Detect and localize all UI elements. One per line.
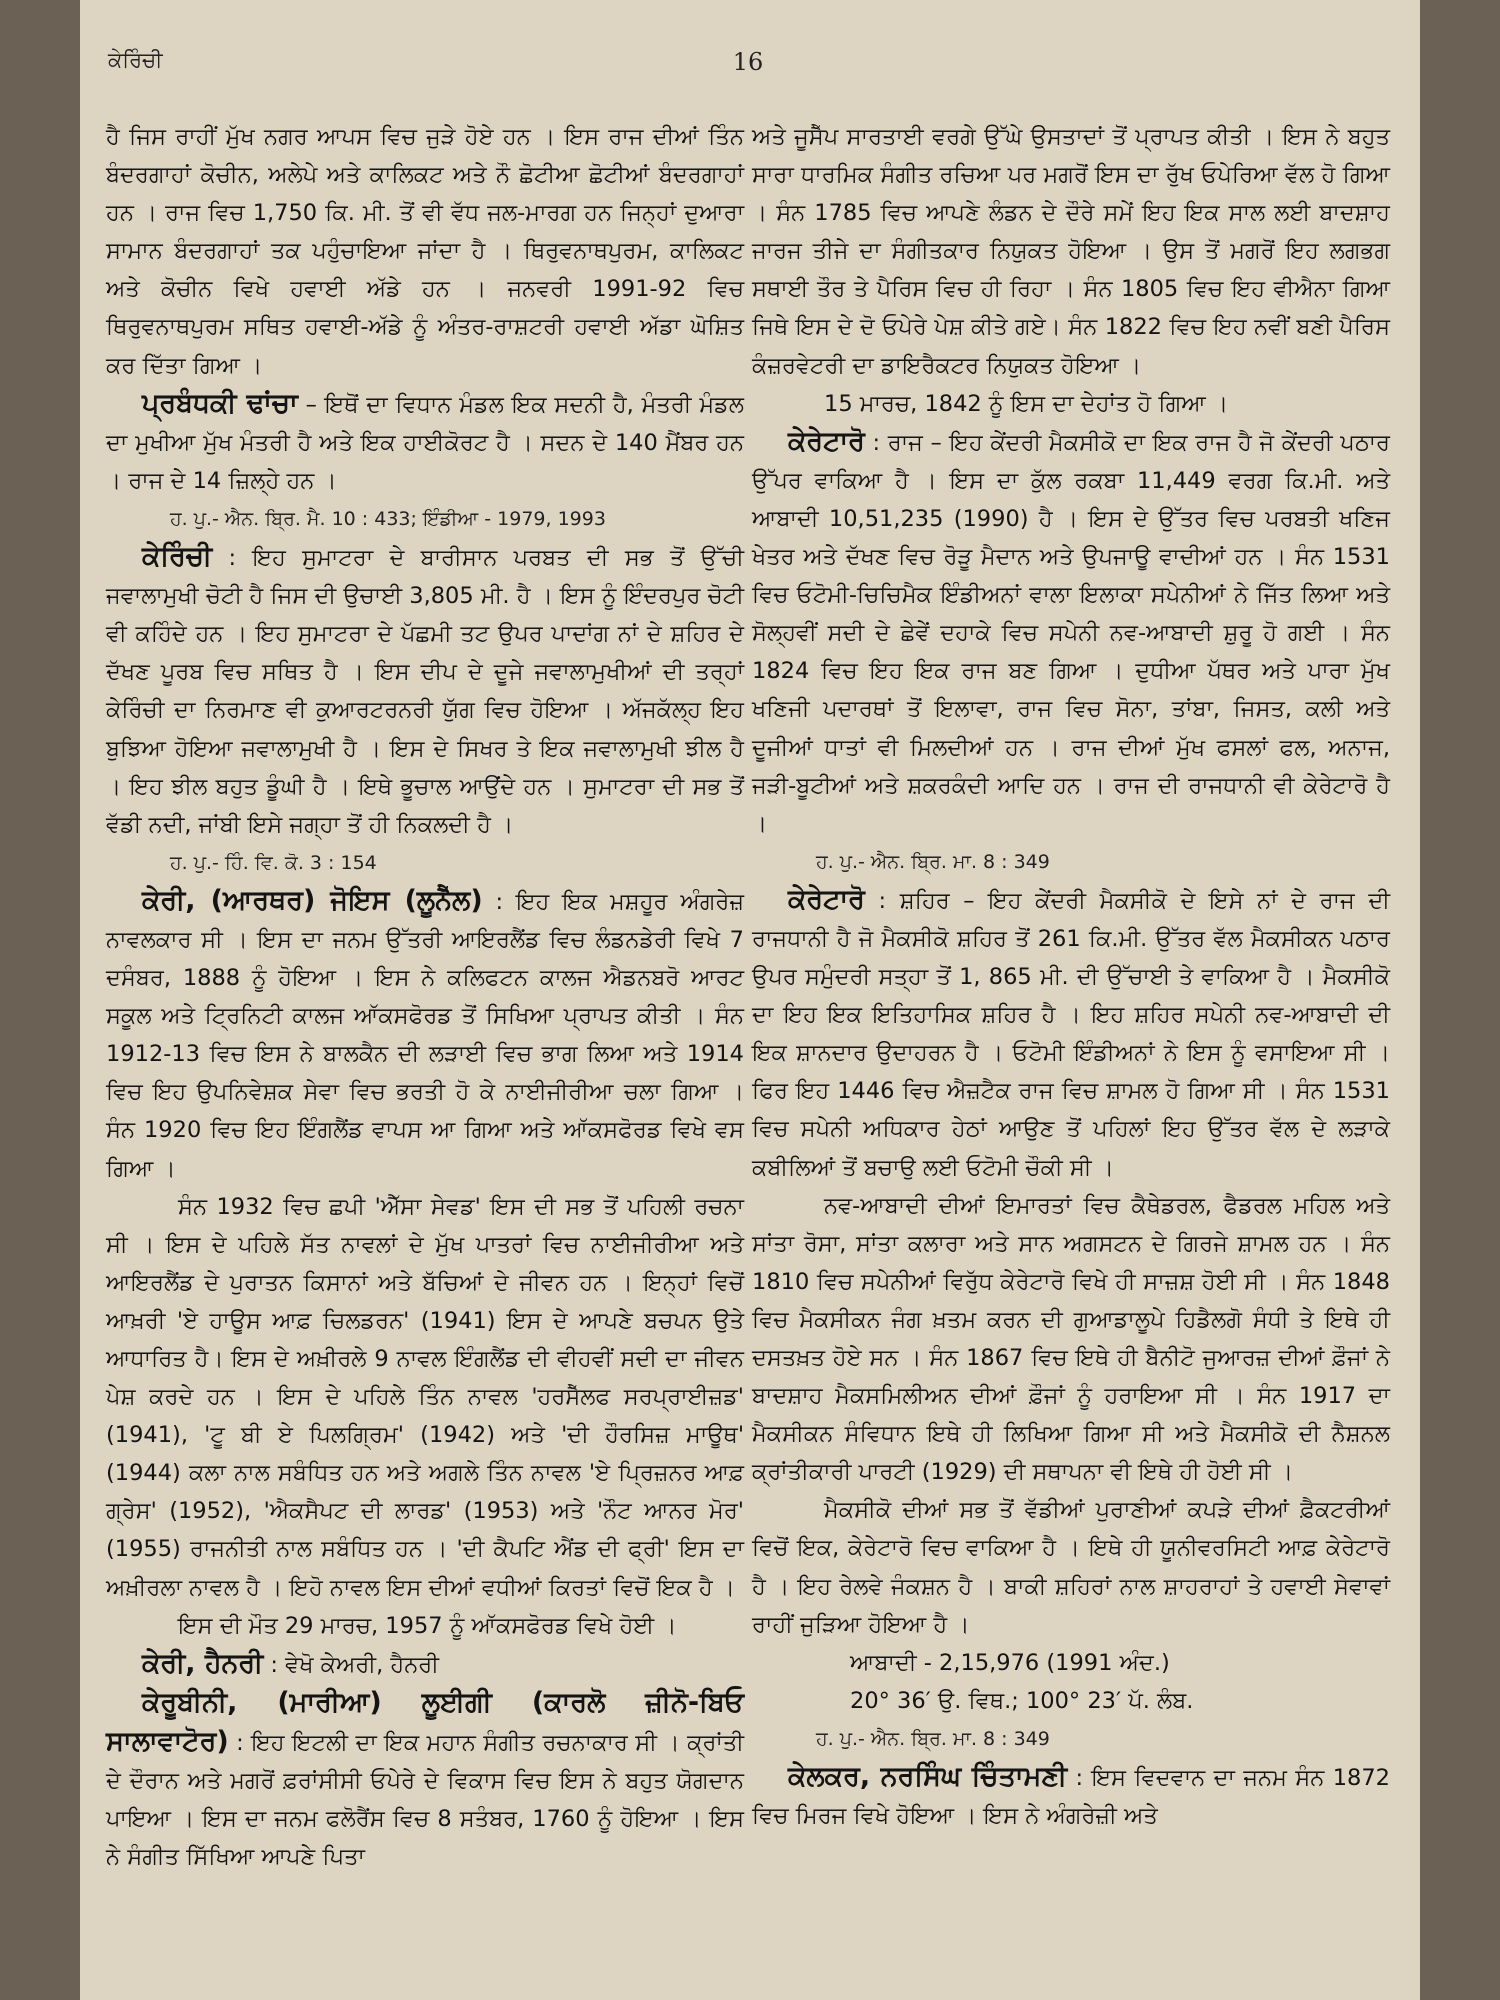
page-header [106,38,1390,124]
population-line: ਆਬਾਦੀ - 2,15,976 (1991 ਅੰਦ.) [850,1649,1170,1676]
paragraph-queretaro-buildings: ਨਵ-ਆਬਾਦੀ ਦੀਆਂ ਇਮਾਰਤਾਂ ਵਿਚ ਕੈਥੇਡਰਲ, ਫੈਡਰਲ ਮਹਿਲ ਅਤੇ ਸਾਂਤਾ ਰੋਸਾ, ਸਾਂਤਾ ਕਲਾਰਾ ਅਤੇ ਸਾਨ ਅਗਸਟਨ ਦੇ ਗਿਰਜੇ ਸ਼ਾਮਲ ਹਨ । ਸੰਨ 1810 ਵਿਚ ਸਪੇਨੀਆਂ ਵਿਰੁੱਧ ਕੇਰੇਟਾਰੋ ਵਿਖੇ ਹੀ ਸਾਜ਼ਸ਼ ਹੋਈ ਸੀ । ਸੰਨ 1848 ਵਿਚ ਮੈਕਸੀਕਨ ਜੰਗ ਖ਼ਤਮ ਕਰਨ ਦੀ ਗੁਆਡਾਲੂਪੇ ਹਿਡੈਲਗੋ ਸੰਧੀ ਤੇ ਇਥੇ ਹੀ ਦਸਤਖ਼ਤ ਹੋਏ ਸਨ । ਸੰਨ 1867 ਵਿਚ ਇਥੇ ਹੀ ਬੈਨੀਟੋ ਜੁਆਰਜ਼ ਦੀਆਂ ਫ਼ੌਜਾਂ ਨੇ ਬਾਦਸ਼ਾਹ ਮੈਕਸਮਿਲੀਅਨ ਦੀਆਂ ਫ਼ੌਜਾਂ ਨੂੰ ਹਰਾਇਆ ਸੀ । ਸੰਨ 1917 ਦਾ ਮੈਕਸੀਕਨ ਸੰਵਿਧਾਨ ਇਥੇ ਹੀ ਲਿਖਿਆ ਗਿਆ ਸੀ ਅਤੇ ਮੈਕਸੀਕੋ ਦੀ ਨੈਸ਼ਨਲ ਕ੍ਰਾਂਤੀਕਾਰੀ ਪਾਰਟੀ (1929) ਦੀ ਸਥਾਪਨਾ ਵੀ ਇਥੇ ਹੀ ਹੋਈ ਸੀ । [752,1192,1390,1486]
page [80,0,1420,2000]
entry-text: : ਰਾਜ – ਇਹ ਕੇਂਦਰੀ ਮੈਕਸੀਕੋ ਦਾ ਇਕ ਰਾਜ ਹੈ ਜੋ ਕੇਂਦਰੀ ਪਠਾਰ ਉੱਪਰ ਵਾਕਿਆ ਹੈ । ਇਸ ਦਾ ਕੁੱਲ ਰਕਬਾ 11,449 ਵਰਗ ਕਿ.ਮੀ. ਅਤੇ ਆਬਾਦੀ 10,51,235 (1990) ਹੈ । ਇਸ ਦੇ ਉੱਤਰ ਵਿਚ ਪਰਬਤੀ ਖਣਿਜ ਖੇਤਰ ਅਤੇ ਦੱਖਣ ਵਿਚ ਰੋੜੂ ਮੈਦਾਨ ਅਤੇ ਉਪਜਾਊ ਵਾਦੀਆਂ ਹਨ । ਸੰਨ 1531 ਵਿਚ ਓਟੋਮੀ-ਚਿਚਿਮੈਕ ਇੰਡੀਅਨਾਂ ਵਾਲਾ ਇਲਾਕਾ ਸਪੇਨੀਆਂ ਨੇ ਜਿੱਤ ਲਿਆ ਅਤੇ ਸੋਲ੍ਹਵੀਂ ਸਦੀ ਦੇ ਛੇਵੇਂ ਦਹਾਕੇ ਵਿਚ ਸਪੇਨੀ ਨਵ-ਆਬਾਦੀ ਸ਼ੁਰੂ ਹੋ ਗਈ । ਸੰਨ 1824 ਵਿਚ ਇਹ ਇਕ ਰਾਜ ਬਣ ਗਿਆ । ਦੁਧੀਆ ਪੱਥਰ ਅਤੇ ਪਾਰਾ ਮੁੱਖ ਖਣਿਜੀ ਪਦਾਰਥਾਂ ਤੋਂ ਇਲਾਵਾ, ਰਾਜ ਵਿਚ ਸੋਨਾ, ਤਾਂਬਾ, ਜਿਸਤ, ਕਲੀ ਅਤੇ ਦੂਜੀਆਂ ਧਾਤਾਂ ਵੀ ਮਿਲਦੀਆਂ ਹਨ । ਰਾਜ ਦੀਆਂ ਮੁੱਖ ਫਸਲਾਂ ਫਲ, ਅਨਾਜ, ਜੜੀ-ਬੂਟੀਆਂ ਅਤੇ ਸ਼ਕਰਕੰਦੀ ਆਦਿ ਹਨ । ਰਾਜ ਦੀ ਰਾਜਧਾਨੀ ਵੀ ਕੇਰੇਟਾਰੋ ਹੈ । [752,429,1390,837]
entry-heading: ਕੇਲਕਰ, ਨਰਸਿੰਘ ਚਿੰਤਾਮਣੀ [788,1761,1068,1793]
entry-heading: ਕੇਰਿੰਚੀ [142,541,213,573]
paragraph-administration [106,385,744,500]
entry-cary-henry [106,1645,744,1684]
entry-text: – ਇਥੋਂ ਦਾ ਵਿਧਾਨ ਮੰਡਲ ਇਕ ਸਦਨੀ ਹੈ, ਮੰਤਰੀ ਮੰਡਲ ਦਾ ਮੁਖੀਆ ਮੁੱਖ ਮੰਤਰੀ ਹੈ ਅਤੇ ਇਕ ਹਾਈਕੋਰਟ ਹੈ । ਸਦਨ ਦੇ 140 ਮੈਂਬਰ ਹਨ । ਰਾਜ ਦੇ 14 ਜ਼ਿਲ੍ਹੇ ਹਨ । [106,391,744,494]
entry-text: : ਵੇਖੋ ਕੇਅਰੀ, ਹੈਨਰੀ [263,1651,439,1678]
entry-text: : ਇਸ ਵਿਦਵਾਨ ਦਾ ਜਨਮ ਸੰਨ 1872 ਵਿਚ ਮਿਰਜ ਵਿਖੇ ਹੋਇਆ । ਇਸ ਨੇ ਅੰਗਰੇਜ਼ੀ ਅਤੇ [752,1765,1390,1830]
left-column [106,118,744,1876]
entry-cary-joyce [106,882,744,1188]
paragraph-queretaro-industry: ਮੈਕਸੀਕੋ ਦੀਆਂ ਸਭ ਤੋਂ ਵੱਡੀਆਂ ਪੁਰਾਣੀਆਂ ਕਪੜੇ ਦੀਆਂ ਫ਼ੈਕਟਰੀਆਂ ਵਿਚੋਂ ਇਕ, ਕੇਰੇਟਾਰੋ ਵਿਚ ਵਾਕਿਆ ਹੈ । ਇਥੇ ਹੀ ਯੂਨੀਵਰਸਿਟੀ ਆਫ਼ ਕੇਰੇਟਾਰੋ ਹੈ । ਇਹ ਰੇਲਵੇ ਜੰਕਸ਼ਨ ਹੈ । ਬਾਕੀ ਸ਼ਹਿਰਾਂ ਨਾਲ ਸ਼ਾਹਰਾਹਾਂ ਤੇ ਹਵਾਈ ਸੇਵਾਵਾਂ ਰਾਹੀਂ ਜੁੜਿਆ ਹੋਇਆ ਹੈ । [752,1497,1390,1638]
entry-heading: ਕੇਰੀ, ਹੈਨਰੀ [142,1647,264,1679]
right-column [752,118,1390,1835]
entry-heading: ਕੇਰੂਬੀਨੀ, (ਮਾਰੀਆ) ਲੂਈਗੀ (ਕਾਰਲੋ ਜ਼ੀਨੋ-ਬਿਓ ਸਾਲਾਵਾਟੋਰ) [106,1686,744,1757]
coordinates-line: 20° 36′ ਉ. ਵਿਥ.; 100° 23′ ਪੱ. ਲੰਬ. [850,1687,1194,1714]
running-head: ਕੇਰਿੰਚੀ [108,48,163,72]
paragraph-cary-death: ਇਸ ਦੀ ਮੌਤ 29 ਮਾਰਚ, 1957 ਨੂੰ ਆੱਕਸਫੋਰਡ ਵਿਖੇ ਹੋਈ । [178,1612,677,1639]
reference-line: ਹ. ਪੁ.- ਐਨ. ਬ੍ਰਿ. ਮੈ. 10 : 433; ਇੰਡੀਆ - 1979, 1993 [170,507,606,530]
paragraph-kerala-transport: ਹੈ ਜਿਸ ਰਾਹੀਂ ਮੁੱਖ ਨਗਰ ਆਪਸ ਵਿਚ ਜੁੜੇ ਹੋਏ ਹਨ । ਇਸ ਰਾਜ ਦੀਆਂ ਤਿੰਨ ਬੰਦਰਗਾਹਾਂ ਕੋਚੀਨ, ਅਲੇਪੇ ਅਤੇ ਕਾਲਿਕਟ ਅਤੇ ਨੌ ਛੋਟੀਆ ਛੋਟੀਆਂ ਬੰਦਰਗਾਹਾਂ ਹਨ । ਰਾਜ ਵਿਚ 1,750 ਕਿ. ਮੀ. ਤੋਂ ਵੀ ਵੱਧ ਜਲ-ਮਾਰਗ ਹਨ ਜਿਨ੍ਹਾਂ ਦੁਆਰਾ ਸਾਮਾਨ ਬੰਦਰਗਾਹਾਂ ਤਕ ਪਹੁੰਚਾਇਆ ਜਾਂਦਾ ਹੈ । ਥਿਰੁਵਨਾਥਪੁਰਮ, ਕਾਲਿਕਟ ਅਤੇ ਕੋਚੀਨ ਵਿਖੇ ਹਵਾਈ ਅੱਡੇ ਹਨ । ਜਨਵਰੀ 1991-92 ਵਿਚ ਥਿਰੁਵਨਾਥਪੁਰਮ ਸਥਿਤ ਹਵਾਈ-ਅੱਡੇ ਨੂੰ ਅੰਤਰ-ਰਾਸ਼ਟਰੀ ਹਵਾਈ ਅੱਡਾ ਘੋਸ਼ਿਤ ਕਰ ਦਿੱਤਾ ਗਿਆ । [106,124,744,379]
entry-heading: ਕੇਰੀ, (ਆਰਥਰ) ਜੋਇਸ (ਲੂਨੈੱਲ) [142,884,483,916]
entry-queretaro-city [752,881,1390,1187]
paragraph-cherubini-death: 15 ਮਾਰਚ, 1842 ਨੂੰ ਇਸ ਦਾ ਦੇਹਾਂਤ ਹੋ ਗਿਆ । [824,390,1229,417]
reference-line: ਹ. ਪੁ.- ਐਨ. ਬ੍ਰਿ. ਮਾ. 8 : 349 [816,1727,1050,1750]
paragraph-cherubini-continued: ਅਤੇ ਜੂਸੈੱਪ ਸਾਰਤਾਈ ਵਰਗੇ ਉੱਘੇ ਉਸਤਾਦਾਂ ਤੋਂ ਪ੍ਰਾਪਤ ਕੀਤੀ । ਇਸ ਨੇ ਬਹੁਤ ਸਾਰਾ ਧਾਰਮਿਕ ਸੰਗੀਤ ਰਚਿਆ ਪਰ ਮਗਰੋਂ ਇਸ ਦਾ ਰੁੱਖ ਓਪੇਰਿਆ ਵੱਲ ਹੋ ਗਿਆ । ਸੰਨ 1785 ਵਿਚ ਆਪਣੇ ਲੰਡਨ ਦੇ ਦੌਰੇ ਸਮੇਂ ਇਹ ਇਕ ਸਾਲ ਲਈ ਬਾਦਸ਼ਾਹ ਜਾਰਜ ਤੀਜੇ ਦਾ ਸੰਗੀਤਕਾਰ ਨਿਯੁਕਤ ਹੋਇਆ । ਉਸ ਤੋਂ ਮਗਰੋਂ ਇਹ ਲਗਭਗ ਸਥਾਈ ਤੌਰ ਤੇ ਪੈਰਿਸ ਵਿਚ ਹੀ ਰਿਹਾ । ਸੰਨ 1805 ਵਿਚ ਇਹ ਵੀਐਨਾ ਗਿਆ ਜਿਥੇ ਇਸ ਦੇ ਦੋ ਓਪੇਰੇ ਪੇਸ਼ ਕੀਤੇ ਗਏ। ਸੰਨ 1822 ਵਿਚ ਇਹ ਨਵੀਂ ਬਣੀ ਪੈਰਿਸ ਕੰਜ਼ਰਵੇਟਰੀ ਦਾ ਡਾਇਰੈਕਟਰ ਨਿਯੁਕਤ ਹੋਇਆ । [752,124,1390,379]
text-columns [106,118,1390,1982]
entry-kelkar [752,1758,1390,1835]
paragraph-cary-novels: ਸੰਨ 1932 ਵਿਚ ਛਪੀ 'ਐੱਸਾ ਸੇਵਡ' ਇਸ ਦੀ ਸਭ ਤੋਂ ਪਹਿਲੀ ਰਚਨਾ ਸੀ । ਇਸ ਦੇ ਪਹਿਲੇ ਸੱਤ ਨਾਵਲਾਂ ਦੇ ਮੁੱਖ ਪਾਤਰਾਂ ਵਿਚ ਨਾਈਜੀਰੀਆ ਅਤੇ ਆਇਰਲੈਂਡ ਦੇ ਪੁਰਾਤਨ ਕਿਸਾਨਾਂ ਅਤੇ ਬੱਚਿਆਂ ਦੇ ਜੀਵਨ ਹਨ । ਇਨ੍ਹਾਂ ਵਿਚੋਂ ਆਖ਼ਰੀ 'ਏ ਹਾਊਸ ਆਫ਼ ਚਿਲਡਰਨ' (1941) ਇਸ ਦੇ ਆਪਣੇ ਬਚਪਨ ਉਤੇ ਆਧਾਰਿਤ ਹੈ। ਇਸ ਦੇ ਅਖ਼ੀਰਲੇ 9 ਨਾਵਲ ਇੰਗਲੈਂਡ ਦੀ ਵੀਹਵੀਂ ਸਦੀ ਦਾ ਜੀਵਨ ਪੇਸ਼ ਕਰਦੇ ਹਨ । ਇਸ ਦੇ ਪਹਿਲੇ ਤਿੰਨ ਨਾਵਲ 'ਹਰਸੈੱਲਫ ਸਰਪ੍ਰਾਈਜ਼ਡ' (1941), 'ਟੂ ਬੀ ਏ ਪਿਲਗ੍ਰਿਮ' (1942) ਅਤੇ 'ਦੀ ਹੌਰਸਿਜ਼ ਮਾਊਥ' (1944) ਕਲਾ ਨਾਲ ਸਬੰਧਿਤ ਹਨ ਅਤੇ ਅਗਲੇ ਤਿੰਨ ਨਾਵਲ 'ਏ ਪ੍ਰਿਜ਼ਨਰ ਆਫ਼ ਗ੍ਰੇਸ' (1952), 'ਐਕਸੈਪਟ ਦੀ ਲਾਰਡ' (1953) ਅਤੇ 'ਨੌਟ ਆਨਰ ਮੋਰ' (1955) ਰਾਜਨੀਤੀ ਨਾਲ ਸਬੰਧਿਤ ਹਨ । 'ਦੀ ਕੈਪਟਿ ਐਂਡ ਦੀ ਫ੍ਰੀ' ਇਸ ਦਾ ਅਖ਼ੀਰਲਾ ਨਾਵਲ ਹੈ । ਇਹੋ ਨਾਵਲ ਇਸ ਦੀਆਂ ਵਧੀਆਂ ਕਿਰਤਾਂ ਵਿਚੋਂ ਇਕ ਹੈ । [106,1193,744,1601]
entry-text: : ਇਹ ਸੁਮਾਟਰਾ ਦੇ ਬਾਰੀਸਾਨ ਪਰਬਤ ਦੀ ਸਭ ਤੋਂ ਉੱਚੀ ਜਵਾਲਾਮੁਖੀ ਚੋਟੀ ਹੈ ਜਿਸ ਦੀ ਉਚਾਈ 3,805 ਮੀ. ਹੈ । ਇਸ ਨੂੰ ਇੰਦਰਪੁਰ ਚੋਟੀ ਵੀ ਕਹਿੰਦੇ ਹਨ । ਇਹ ਸੁਮਾਟਰਾ ਦੇ ਪੱਛਮੀ ਤਟ ਉਪਰ ਪਾਦਾਂਗ ਨਾਂ ਦੇ ਸ਼ਹਿਰ ਦੇ ਦੱਖਣ ਪੂਰਬ ਵਿਚ ਸਥਿਤ ਹੈ । ਇਸ ਦੀਪ ਦੇ ਦੂਜੇ ਜਵਾਲਾਮੁਖੀਆਂ ਦੀ ਤਰ੍ਹਾਂ ਕੇਰਿੰਚੀ ਦਾ ਨਿਰਮਾਣ ਵੀ ਕੁਆਰਟਰਨਰੀ ਯੁੱਗ ਵਿਚ ਹੋਇਆ । ਅੱਜਕੱਲ੍ਹ ਇਹ ਬੁਝਿਆ ਹੋਇਆ ਜਵਾਲਾਮੁਖੀ ਹੈ । ਇਸ ਦੇ ਸਿਖਰ ਤੇ ਇਕ ਜਵਾਲਾਮੁਖੀ ਝੀਲ ਹੈ । ਇਹ ਝੀਲ ਬਹੁਤ ਡੂੰਘੀ ਹੈ । ਇਥੇ ਭੂਚਾਲ ਆਉਂਦੇ ਹਨ । ਸੁਮਾਟਰਾ ਦੀ ਸਭ ਤੋਂ ਵੱਡੀ ਨਦੀ, ਜਾਂਬੀ ਇਸੇ ਜਗ੍ਹਾ ਤੋਂ ਹੀ ਨਿਕਲਦੀ ਹੈ । [106,545,744,838]
entry-text: : ਇਹ ਇਟਲੀ ਦਾ ਇਕ ਮਹਾਨ ਸੰਗੀਤ ਰਚਨਾਕਾਰ ਸੀ । ਕ੍ਰਾਂਤੀ ਦੇ ਦੌਰਾਨ ਅਤੇ ਮਗਰੋਂ ਫ਼ਰਾਂਸੀਸੀ ਓਪੇਰੇ ਦੇ ਵਿਕਾਸ ਵਿਚ ਇਸ ਨੇ ਬਹੁਤ ਯੋਗਦਾਨ ਪਾਇਆ । ਇਸ ਦਾ ਜਨਮ ਫਲੋਰੈਂਸ ਵਿਚ 8 ਸਤੰਬਰ, 1760 ਨੂੰ ਹੋਇਆ । ਇਸ ਨੇ ਸੰਗੀਤ ਸਿੱਖਿਆ ਆਪਣੇ ਪਿਤਾ [106,1729,744,1871]
entry-cherubini [106,1684,744,1876]
reference-line: ਹ. ਪੁ.- ਹਿੰ. ਵਿ. ਕੋ. 3 : 154 [170,851,377,874]
reference-line: ਹ. ਪੁ.- ਐਨ. ਬ੍ਰਿ. ਮਾ. 8 : 349 [816,850,1050,873]
entry-heading: ਪ੍ਰਬੰਧਕੀ ਢਾਂਚਾ [142,387,298,419]
entry-text: : ਸ਼ਹਿਰ – ਇਹ ਕੇਂਦਰੀ ਮੈਕਸੀਕੋ ਦੇ ਇਸੇ ਨਾਂ ਦੇ ਰਾਜ ਦੀ ਰਾਜਧਾਨੀ ਹੈ ਜੋ ਮੈਕਸੀਕੋ ਸ਼ਹਿਰ ਤੋਂ 261 ਕਿ.ਮੀ. ਉੱਤਰ ਵੱਲ ਮੈਕਸੀਕਨ ਪਠਾਰ ਉਪਰ ਸਮੁੰਦਰੀ ਸਤ੍ਹਾ ਤੋਂ 1, 865 ਮੀ. ਦੀ ਉੱਚਾਈ ਤੇ ਵਾਕਿਆ ਹੈ । ਮੈਕਸੀਕੋ ਦਾ ਇਹ ਇਕ ਇਤਿਹਾਸਿਕ ਸ਼ਹਿਰ ਹੈ । ਇਹ ਸ਼ਹਿਰ ਸਪੇਨੀ ਨਵ-ਆਬਾਦੀ ਦੀ ਇਕ ਸ਼ਾਨਦਾਰ ਉਦਾਹਰਨ ਹੈ । ਓਟੋਮੀ ਇੰਡੀਅਨਾਂ ਨੇ ਇਸ ਨੂੰ ਵਸਾਇਆ ਸੀ । ਫਿਰ ਇਹ 1446 ਵਿਚ ਐਜ਼ਟੈਕ ਰਾਜ ਵਿਚ ਸ਼ਾਮਲ ਹੋ ਗਿਆ ਸੀ । ਸੰਨ 1531 ਵਿਚ ਸਪੇਨੀ ਅਧਿਕਾਰ ਹੇਠਾਂ ਆਉਣ ਤੋਂ ਪਹਿਲਾਂ ਇਹ ਉੱਤਰ ਵੱਲ ਦੇ ਲੜਾਕੇ ਕਬੀਲਿਆਂ ਤੋਂ ਬਚਾਉ ਲਈ ਓਟੋਮੀ ਚੌਕੀ ਸੀ । [752,887,1390,1181]
page-number: 16 [732,48,764,76]
entry-queretaro-state [752,423,1390,843]
entry-heading: ਕੇਰੇਟਾਰੋ [788,425,865,457]
entry-kerinci [106,538,744,844]
entry-text: : ਇਹ ਇਕ ਮਸ਼ਹੂਰ ਅੰਗਰੇਜ਼ ਨਾਵਲਕਾਰ ਸੀ । ਇਸ ਦਾ ਜਨਮ ਉੱਤਰੀ ਆਇਰਲੈਂਡ ਵਿਚ ਲੰਡਨਡੇਰੀ ਵਿਖੇ 7 ਦਸੰਬਰ, 1888 ਨੂੰ ਹੋਇਆ । ਇਸ ਨੇ ਕਲਿਫਟਨ ਕਾਲਜ ਐਡਨਬਰੋ ਆਰਟ ਸਕੂਲ ਅਤੇ ਟ੍ਰਿਨਿਟੀ ਕਾਲਜ ਆੱਕਸਫੋਰਡ ਤੋਂ ਸਿਖਿਆ ਪ੍ਰਾਪਤ ਕੀਤੀ । ਸੰਨ 1912-13 ਵਿਚ ਇਸ ਨੇ ਬਾਲਕੈਨ ਦੀ ਲੜਾਈ ਵਿਚ ਭਾਗ ਲਿਆ ਅਤੇ 1914 ਵਿਚ ਇਹ ਉਪਨਿਵੇਸ਼ਕ ਸੇਵਾ ਵਿਚ ਭਰਤੀ ਹੋ ਕੇ ਨਾਈਜੀਰੀਆ ਚਲਾ ਗਿਆ । ਸੰਨ 1920 ਵਿਚ ਇਹ ਇੰਗਲੈਂਡ ਵਾਪਸ ਆ ਗਿਆ ਅਤੇ ਆੱਕਸਫੋਰਡ ਵਿਖੇ ਵਸ ਗਿਆ । [106,888,744,1182]
entry-heading: ਕੇਰੇਟਾਰੋ [788,883,865,915]
